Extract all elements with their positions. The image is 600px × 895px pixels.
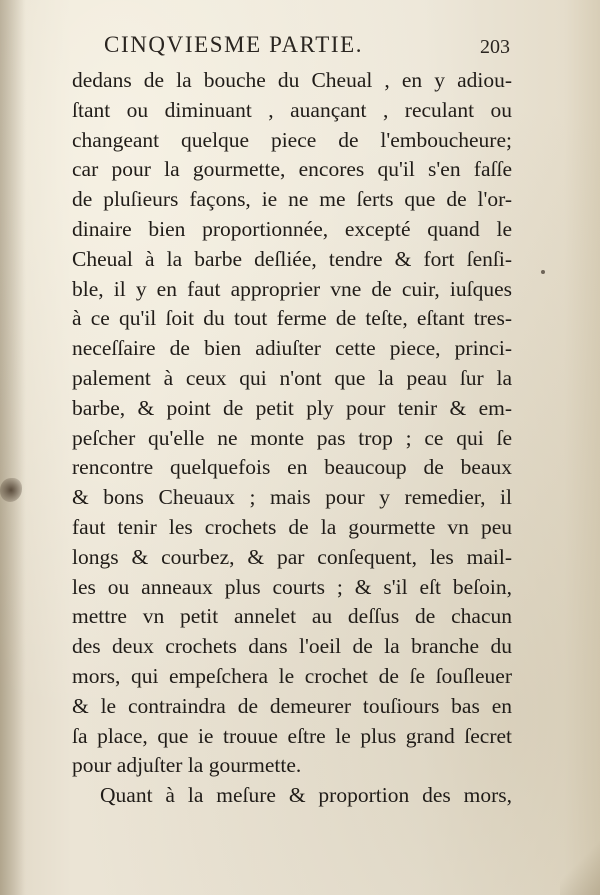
page-header	[100, 30, 510, 60]
text-line: à ce qu'il ſoit du tout ferme de teſte, eſtant tres-	[72, 306, 512, 331]
text-line: les ou anneaux plus courts ; & s'il eſt beſoin,	[72, 574, 512, 599]
text-line: faut tenir les crochets de la gourmette vn peu	[72, 514, 512, 539]
text-line: ſtant ou diminuant , auançant , reculant ou	[72, 97, 512, 122]
running-head: CINQVIESME PARTIE.	[104, 32, 364, 57]
page-number: 203	[480, 36, 510, 58]
paper-speck	[541, 270, 545, 274]
gutter-shadow	[0, 0, 26, 895]
text-line: car pour la gourmette, encores qu'il s'en faſſe	[72, 157, 512, 182]
text-line: dedans de la bouche du Cheual , en y adiou-	[72, 68, 512, 92]
text-line: peſcher qu'elle ne monte pas trop ; ce qui ſe	[72, 425, 512, 450]
text-line: Quant à la meſure & proportion des mors,	[100, 783, 512, 808]
text-line: palement à ceux qui n'ont que la peau ſur la	[72, 365, 512, 390]
text-line: barbe, & point de petit ply pour tenir & em-	[72, 395, 512, 420]
corner-wear	[560, 825, 600, 895]
text-line: neceſſaire de bien adiuſter cette piece, princi-	[72, 336, 512, 361]
text-line: changeant quelque piece de l'emboucheure;	[72, 127, 512, 152]
text-line: Cheual à la barbe deſliée, tendre & fort ſenſi-	[72, 246, 512, 271]
text-line: des deux crochets dans l'oeil de la branche du	[72, 634, 512, 659]
text-line: mettre vn petit annelet au deſſus de chacun	[72, 604, 512, 629]
text-line: longs & courbez, & par conſequent, les mail-	[72, 544, 512, 569]
text-line: & bons Cheuaux ; mais pour y remedier, il	[72, 485, 512, 510]
text-line: de pluſieurs façons, ie ne me ſerts que de l'or-	[72, 187, 512, 212]
text-line: ſa place, que ie trouue eſtre le plus grand ſecret	[72, 723, 512, 748]
text-line: & le contraindra de demeurer touſiours bas en	[72, 693, 512, 718]
text-line: mors, qui empeſchera le crochet de ſe ſouſleuer	[72, 663, 512, 688]
text-line: ble, il y en faut approprier vne de cuir, iuſques	[72, 276, 512, 301]
text-line: dinaire bien proportionnée, excepté quand le	[72, 216, 512, 241]
text-line: pour adjuſter la gourmette.	[72, 753, 302, 778]
body-text	[72, 66, 512, 811]
text-line: rencontre quelquefois en beaucoup de beaux	[72, 455, 512, 480]
